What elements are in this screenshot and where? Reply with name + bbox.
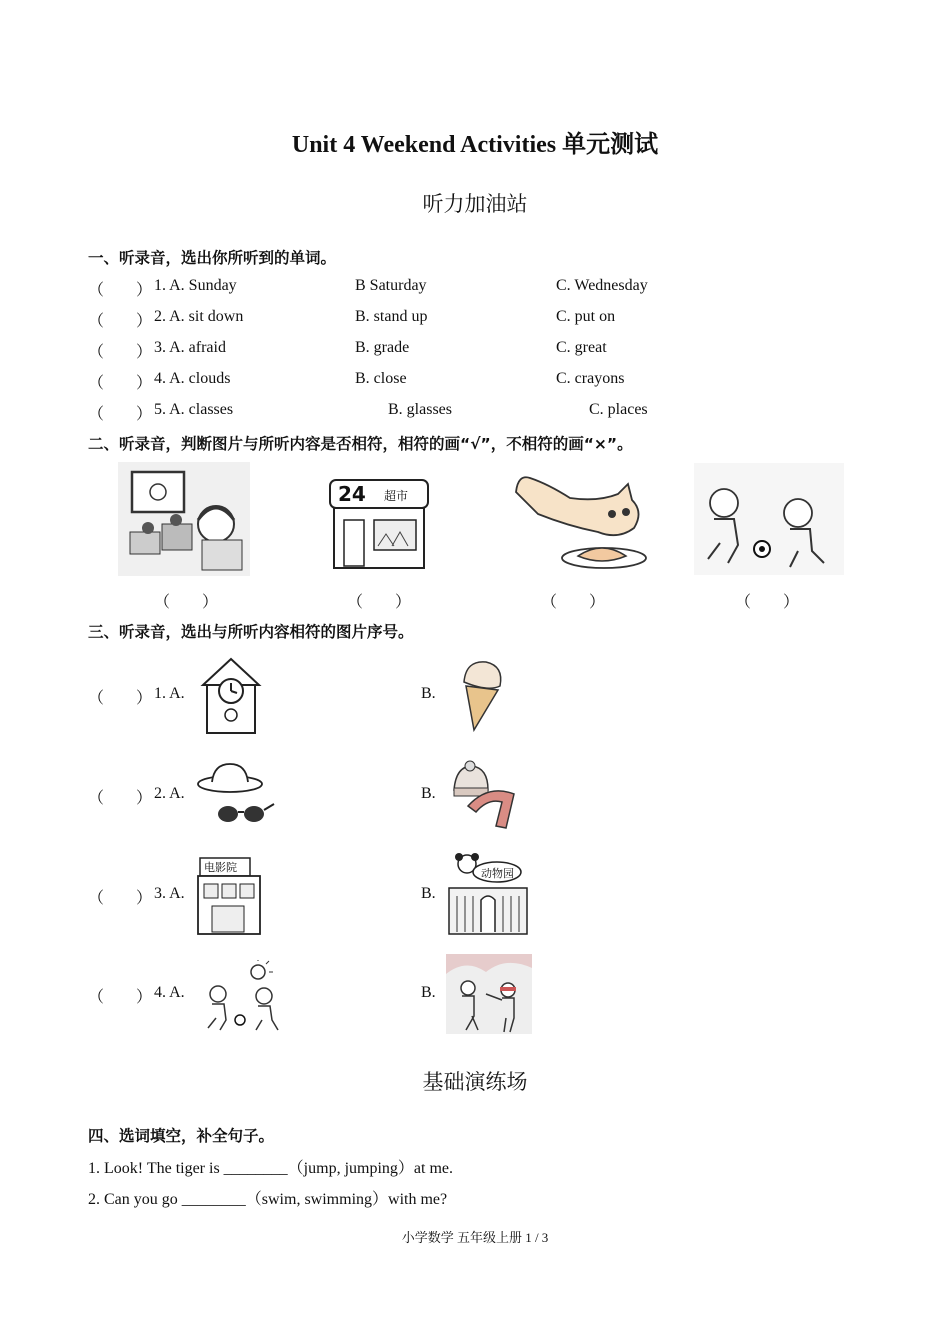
answer-blank[interactable]: （ ） [88, 790, 153, 807]
hat-sunglasses-image [194, 762, 280, 830]
page-footer: 小学数学 五年级上册 1 / 3 [401, 1230, 549, 1245]
answer-blank[interactable]: （ ） [88, 375, 153, 392]
option-c: C. great [556, 339, 607, 356]
option-c: C. Wednesday [556, 277, 648, 294]
playing-football-image [196, 960, 284, 1032]
zoo-image [445, 852, 531, 936]
answer-blank[interactable]: （ ） [88, 890, 153, 907]
answer-blank[interactable]: （ ） [735, 594, 800, 611]
option-a: 2. A. sit down [154, 308, 244, 325]
class-watching-image [118, 462, 250, 576]
zoo-sign: 动物园 [481, 867, 514, 880]
question-3-heading: 三、听录音，选出与所听内容相符的图片序号。 [88, 623, 414, 641]
answer-blank[interactable]: （ ） [88, 690, 153, 707]
shop-sign: 超市 [384, 489, 409, 503]
answer-blank[interactable]: （ ） [154, 594, 219, 611]
option-a-label: 1. A. [154, 685, 185, 702]
fill-blank-sentence-2: 2. Can you go ________（swim, swimming）with me? [88, 1191, 448, 1208]
shop-number: 24 [338, 482, 366, 506]
option-a-label: 3. A. [154, 885, 185, 902]
option-a: 3. A. afraid [154, 339, 226, 356]
answer-blank[interactable]: （ ） [88, 282, 153, 299]
answer-blank[interactable]: （ ） [88, 406, 153, 423]
page-title: Unit 4 Weekend Activities 单元测试 [291, 132, 659, 158]
answer-blank[interactable]: （ ） [347, 594, 412, 611]
clock-image [195, 655, 267, 737]
ice-cream-image [458, 656, 506, 732]
option-b-label: B. [421, 984, 436, 1001]
section-title-listening: 听力加油站 [422, 192, 528, 216]
answer-blank[interactable]: （ ） [88, 989, 153, 1006]
section-title-basic: 基础演练场 [422, 1070, 528, 1094]
answer-blank[interactable]: （ ） [88, 344, 153, 361]
blindfold-game-image [446, 954, 532, 1034]
option-b: B. close [355, 370, 407, 387]
answer-blank[interactable]: （ ） [88, 313, 153, 330]
option-c: C. put on [556, 308, 616, 325]
fill-blank-sentence-1: 1. Look! The tiger is ________（jump, jumping）at me. [88, 1160, 454, 1177]
option-b: B. glasses [388, 401, 452, 418]
option-b: B Saturday [355, 277, 427, 294]
option-a: 1. A. Sunday [154, 277, 237, 294]
option-a: 4. A. clouds [154, 370, 231, 387]
option-c: C. places [589, 401, 648, 418]
option-b: B. grade [355, 339, 410, 356]
option-b-label: B. [421, 685, 436, 702]
question-1-heading: 一、听录音，选出你所听到的单词。 [88, 249, 337, 267]
option-a-label: 4. A. [154, 984, 185, 1001]
cat-fish-image [508, 470, 650, 574]
option-a-label: 2. A. [154, 785, 185, 802]
option-b-label: B. [421, 785, 436, 802]
answer-blank[interactable]: （ ） [541, 594, 606, 611]
hat-scarf-image [448, 760, 520, 832]
option-c: C. crayons [556, 370, 625, 387]
football-image [694, 463, 844, 575]
cinema-image [196, 856, 270, 936]
cinema-sign: 电影院 [204, 861, 237, 874]
option-b-label: B. [421, 885, 436, 902]
option-a: 5. A. classes [154, 401, 234, 418]
question-4-heading: 四、选词填空，补全句子。 [88, 1127, 275, 1145]
question-2-heading: 二、听录音，判断图片与所听内容是否相符，相符的画“√”，不相符的画“×”。 [88, 435, 633, 453]
supermarket-image [326, 472, 432, 572]
option-b: B. stand up [355, 308, 428, 325]
